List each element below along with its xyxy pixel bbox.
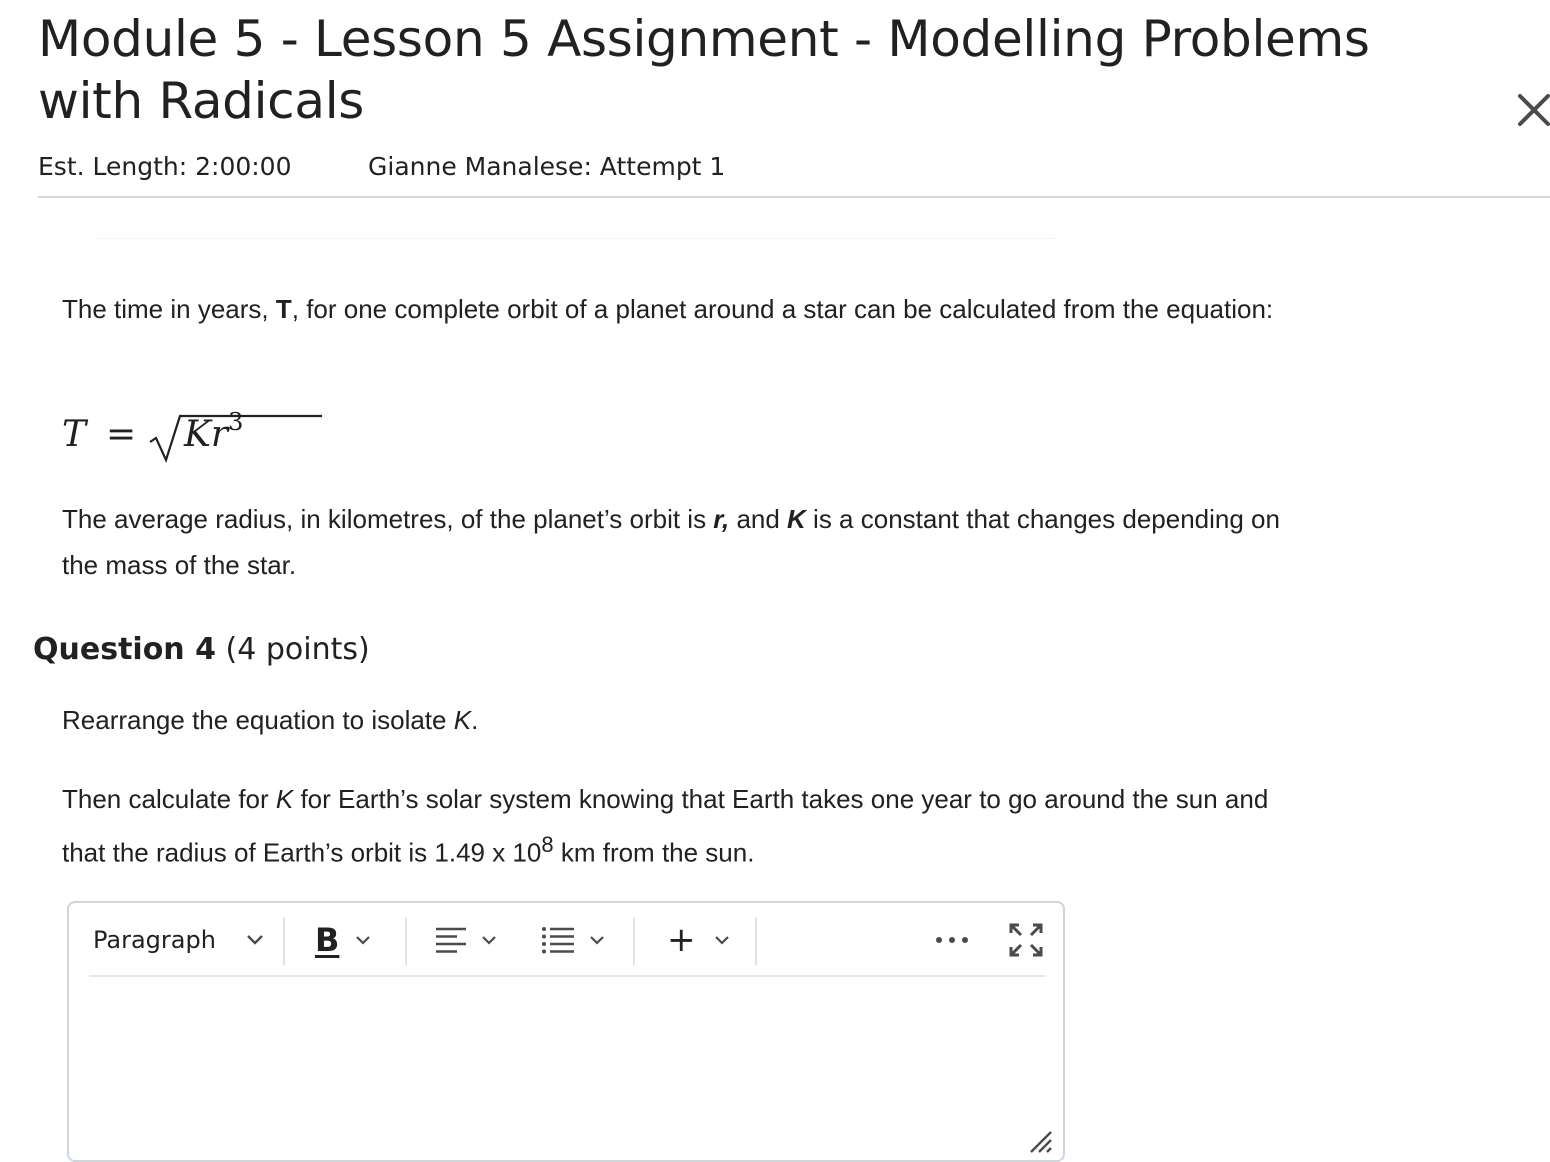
resize-handle-icon[interactable]	[1025, 1126, 1053, 1154]
format-select[interactable]	[93, 913, 264, 967]
toolbar-separator	[633, 917, 635, 965]
close-button[interactable]	[1512, 88, 1550, 132]
insert-button[interactable]	[667, 913, 730, 967]
list-icon	[541, 925, 575, 955]
question-heading	[33, 632, 370, 667]
list-button[interactable]	[541, 913, 605, 967]
var-t: T	[275, 294, 292, 324]
equation-lhs: T	[62, 414, 87, 455]
var-k: K	[787, 504, 806, 534]
format-select-label: Paragraph	[93, 926, 216, 954]
equation-equals: =	[106, 414, 137, 455]
more-dots-icon	[935, 935, 969, 945]
align-button[interactable]	[435, 913, 497, 967]
var-r: r,	[713, 504, 730, 534]
equation-radicand: Kr$^3$	[184, 408, 244, 455]
content-divider	[95, 238, 1055, 239]
toolbar-separator	[283, 917, 285, 965]
chevron-down-icon	[246, 934, 264, 946]
answer-editor	[67, 901, 1065, 1162]
chevron-down-icon	[714, 935, 730, 945]
toolbar-separator	[405, 917, 407, 965]
align-left-icon	[435, 926, 467, 954]
toolbar-separator	[755, 917, 757, 965]
attempt-label: Gianne Manalese: Attempt 1	[368, 152, 726, 181]
chevron-down-icon	[589, 935, 605, 945]
more-options-button[interactable]	[935, 913, 969, 967]
page-title: Module 5 - Lesson 5 Assignment - Modelling Problems with Radicals	[38, 10, 1370, 130]
definition-paragraph: The average radius, in kilometres, of the planet’s orbit is r, and K is a constant that changes depending on the mass of the star.	[62, 504, 1280, 580]
question-instruction-2: Then calculate for K for Earth’s solar system knowing that Earth takes one year to go around the sun and that the radius of Earth’s orbit is 1.49 x $10^8$ km from the sun.	[62, 784, 1269, 868]
question-instruction-1: Rearrange the equation to isolate K.	[62, 705, 479, 735]
editor-toolbar	[89, 913, 1045, 977]
assignment-meta	[38, 152, 726, 181]
answer-text-area[interactable]	[89, 983, 1045, 1143]
question-points: (4 points)	[225, 632, 370, 667]
close-icon	[1512, 88, 1550, 132]
intro-paragraph: The time in years, T, for one complete orbit of a planet around a star can be calculated from the equation:	[62, 294, 1274, 324]
est-length: Est. Length: 2:00:00	[38, 152, 292, 181]
header-divider	[38, 196, 1550, 198]
question-number: Question 4	[33, 632, 216, 667]
bold-button[interactable]	[315, 913, 371, 967]
fullscreen-icon	[1009, 923, 1043, 957]
plus-icon: +	[667, 920, 696, 960]
chevron-down-icon	[355, 935, 371, 945]
bold-icon: B	[315, 921, 340, 959]
fullscreen-button[interactable]	[1009, 913, 1043, 967]
chevron-down-icon	[481, 935, 497, 945]
